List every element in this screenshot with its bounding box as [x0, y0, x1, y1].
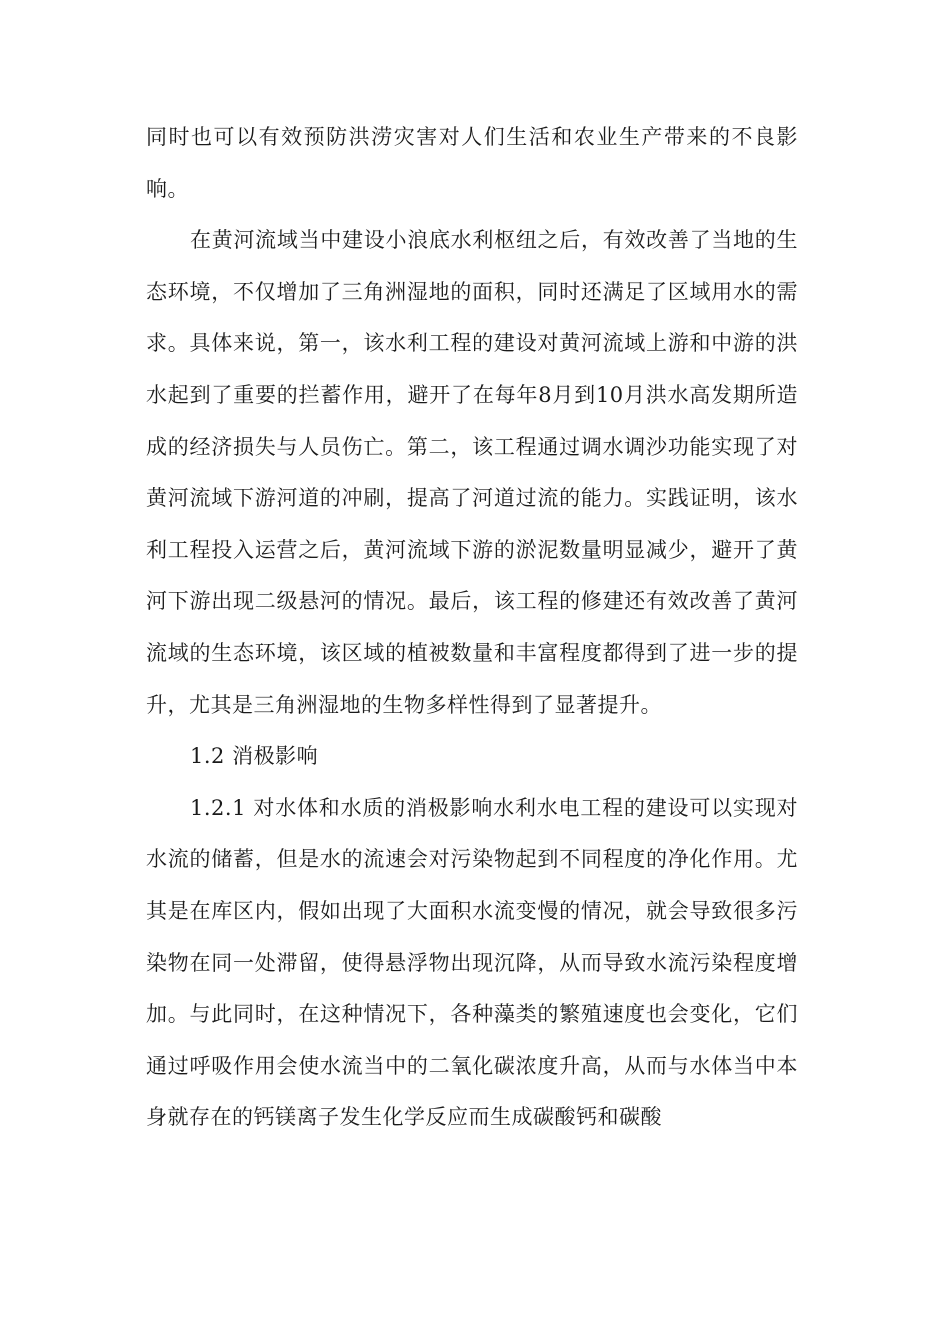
document-page: [146, 112, 798, 1144]
paragraph-continuation: 同时也可以有效预防洪涝灾害对人们生活和农业生产带来的不良影响。: [146, 125, 798, 201]
paragraph-xiaolangdi-benefits: 在黄河流域当中建设小浪底水利枢纽之后，有效改善了当地的生态环境，不仅增加了三角洲湿地的面积，同时还满足了区域用水的需求。具体来说，第一，该水利工程的建设对黄河流域上游和中游的洪水起到了重要的拦蓄作用，避开了在每年8月到10月洪水高发期所造成的经济损失与人员伤亡。第二，该工程通过调水调沙功能实现了对黄河流域下游河道的冲刷，提高了河道过流的能力。实践证明，该水利工程投入运营之后，黄河流域下游的淤泥数量明显减少，避开了黄河下游出现二级悬河的情况。最后，该工程的修建还有效改善了黄河流域的生态环境，该区域的植被数量和丰富程度都得到了进一步的提升，尤其是三角洲湿地的生物多样性得到了显著提升。: [146, 228, 798, 717]
section-heading-negative-impact: 1.2 消极影响: [190, 744, 319, 769]
paragraph-water-quality-impact: 1.2.1 对水体和水质的消极影响水利水电工程的建设可以实现对水流的储蓄，但是水的流速会对污染物起到不同程度的净化作用。尤其是在库区内，假如出现了大面积水流变慢的情况，就会导致很多污染物在同一处滞留，使得悬浮物出现沉降，从而导致水流污染程度增加。与此同时，在这种情况下，各种藻类的繁殖速度也会变化，它们通过呼吸作用会使水流当中的二氧化碳浓度升高，从而与水体当中本身就存在的钙镁离子发生化学反应而生成碳酸钙和碳酸: [146, 795, 798, 1130]
